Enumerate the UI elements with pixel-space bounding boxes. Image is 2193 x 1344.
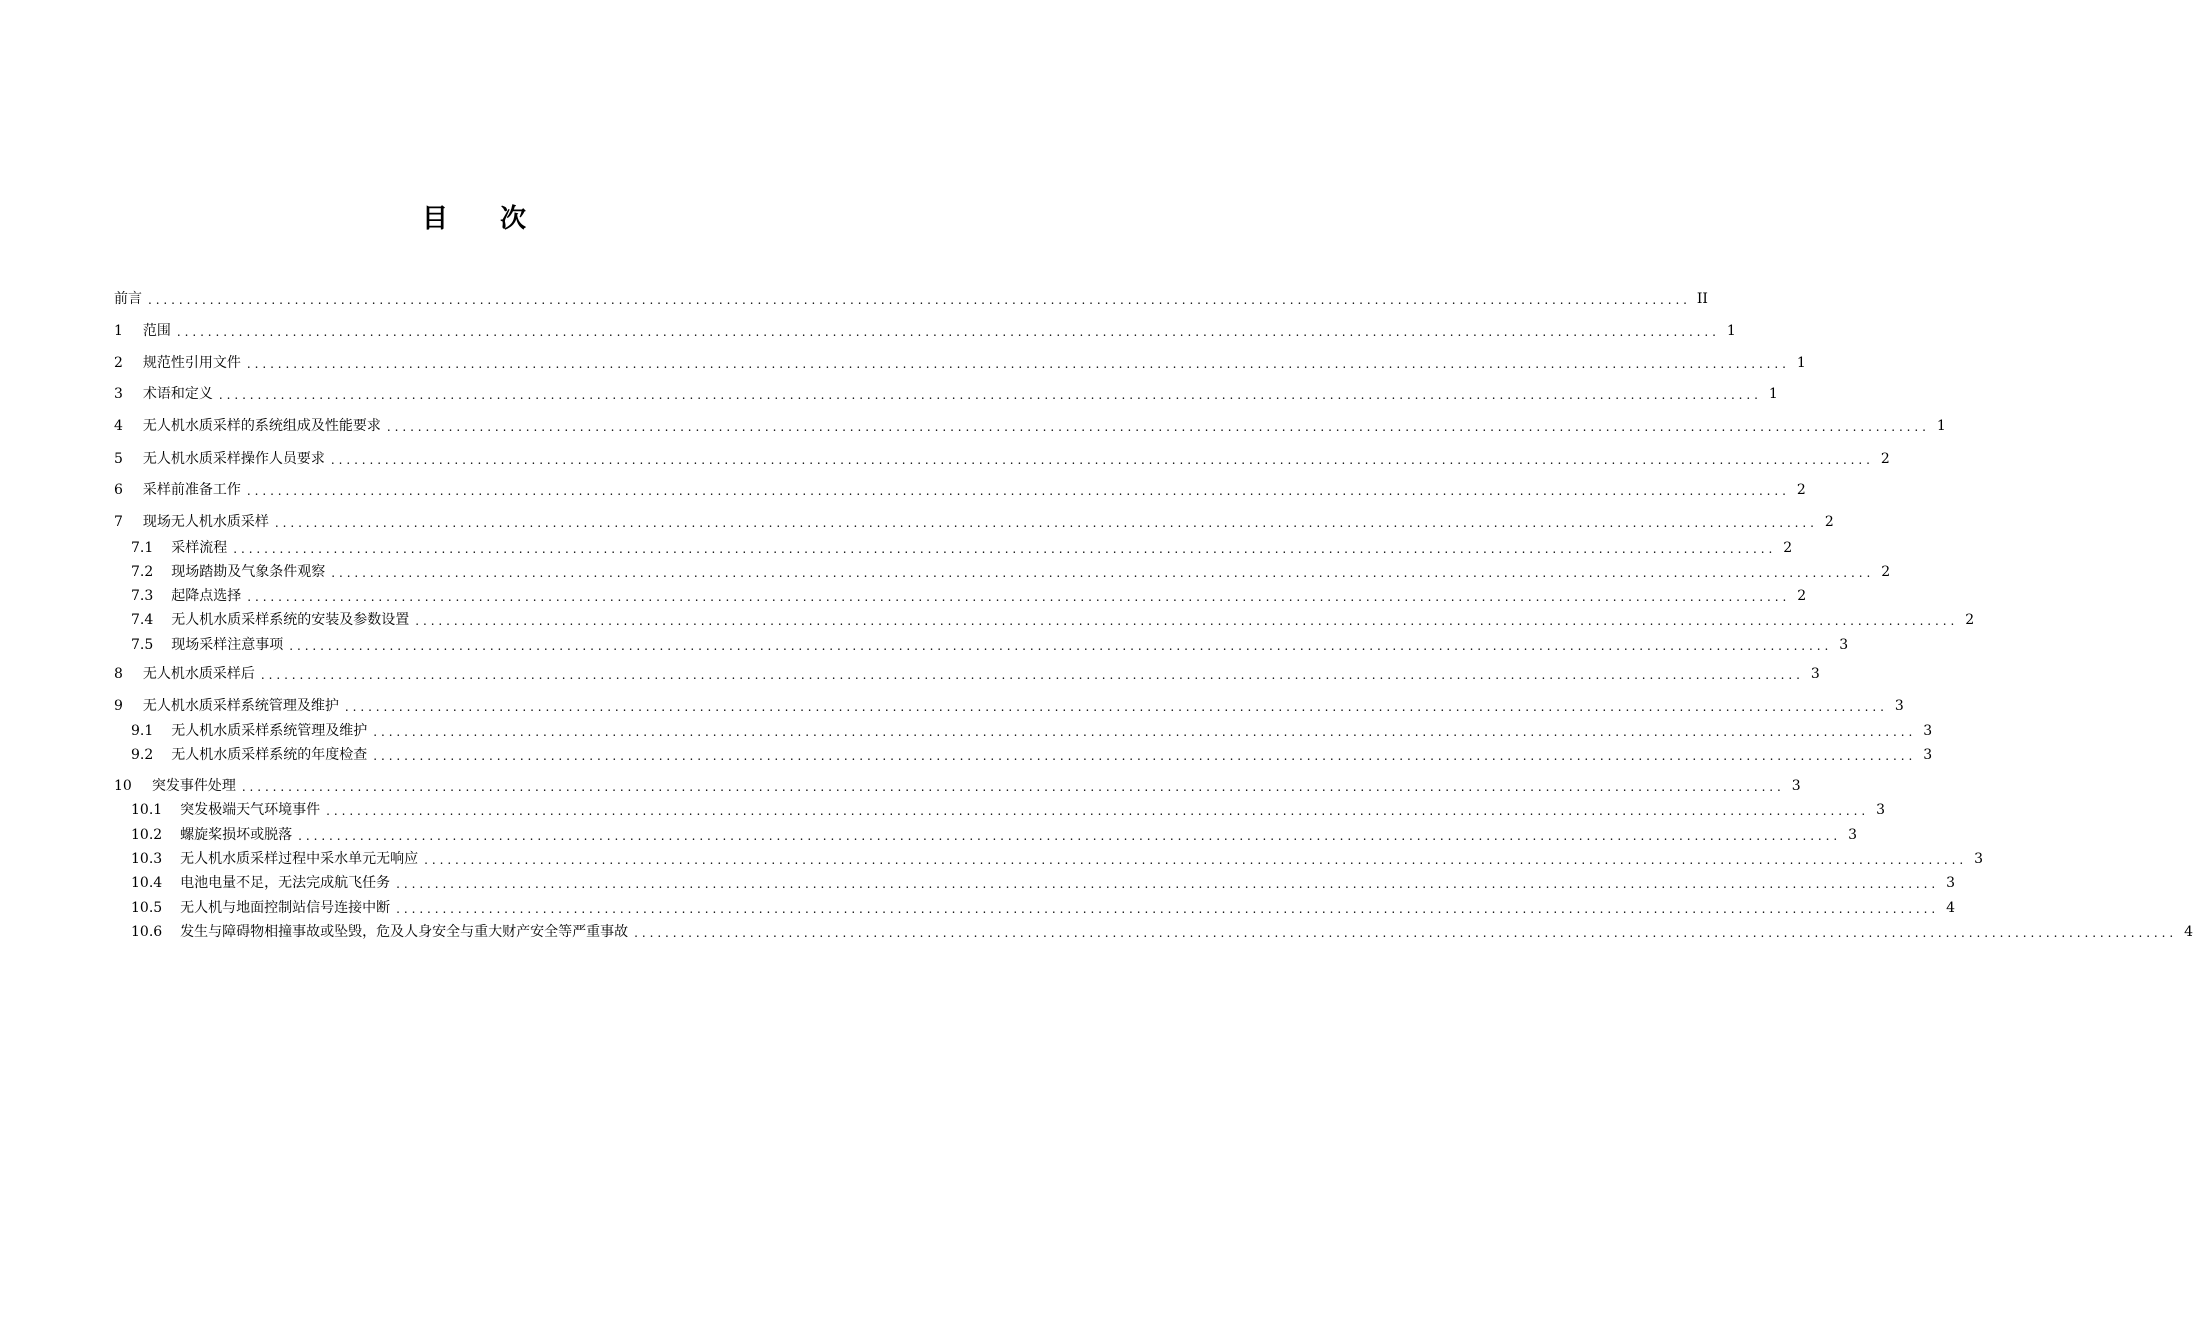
toc-leader-dots: ........................................................................................................................................................................................................	[246, 484, 1790, 498]
toc-entry-number: 6	[114, 482, 123, 498]
toc-leader-dots: ........................................................................................................................................................................................................	[326, 804, 1870, 818]
toc-entry-number: 9.2	[131, 747, 154, 763]
toc-entry-page: 1	[1936, 418, 1946, 434]
toc-entry-page: 3	[1791, 778, 1801, 794]
toc-leader-dots: ........................................................................................................................................................................................................	[298, 829, 1842, 843]
toc-entry-label: 现场采样注意事项	[171, 637, 284, 653]
toc-entry-label: 突发极端天气环境事件	[180, 802, 321, 818]
toc-entry-number: 7.1	[131, 540, 154, 556]
toc-entry-label: 无人机与地面控制站信号连接中断	[180, 900, 391, 916]
toc-entry-page: 1	[1796, 355, 1806, 371]
toc-entry-label: 规范性引用文件	[142, 355, 241, 371]
toc-entry-page: 3	[1848, 827, 1858, 843]
toc-entry-page: 4	[1946, 900, 1956, 916]
toc-entry-label: 范围	[142, 323, 171, 339]
toc-entry-number: 5	[114, 451, 123, 467]
toc-entry-page: 4	[2184, 924, 2193, 940]
toc-entry-label: 现场踏勘及气象条件观察	[171, 564, 326, 580]
toc-entry-number: 9	[114, 698, 123, 714]
toc-entry-page: 3	[1894, 698, 1904, 714]
toc-entry-page: 2	[1796, 482, 1806, 498]
toc-leader-dots: ........................................................................................................................................................................................................	[373, 725, 1917, 739]
toc-entry-page: 2	[1783, 540, 1793, 556]
toc-entry-label: 现场无人机水质采样	[142, 514, 269, 530]
toc-entry[interactable]	[114, 664, 1820, 684]
toc-leader-dots: ........................................................................................................................................................................................................	[233, 542, 1777, 556]
toc-leader-dots: ........................................................................................................................................................................................................	[176, 325, 1720, 339]
toc-entry-label: 起降点选择	[171, 588, 242, 604]
toc-leader-dots: ........................................................................................................................................................................................................	[274, 516, 1818, 530]
toc-entry-page: 3	[1923, 747, 1933, 763]
toc-entry[interactable]	[131, 586, 1807, 606]
toc-entry-page: 1	[1768, 386, 1778, 402]
toc-entry-page: 2	[1881, 564, 1891, 580]
toc-leader-dots: ........................................................................................................................................................................................................	[424, 853, 1968, 867]
toc-entry-number: 10	[114, 778, 132, 794]
toc-entry[interactable]	[114, 480, 1806, 500]
toc-entry[interactable]	[131, 610, 1975, 630]
toc-leader-dots: ........................................................................................................................................................................................................	[241, 780, 1785, 794]
toc-entry-label: 突发事件处理	[151, 778, 236, 794]
toc-entry-number: 4	[114, 418, 123, 434]
toc-entry-label: 无人机水质采样系统的安装及参数设置	[171, 612, 410, 628]
toc-leader-dots: ........................................................................................................................................................................................................	[331, 566, 1875, 580]
toc-entry[interactable]	[114, 416, 1946, 436]
toc-entry[interactable]	[131, 538, 1793, 558]
toc-leader-dots: ........................................................................................................................................................................................................	[260, 668, 1804, 682]
toc-entry-label: 无人机水质采样过程中采水单元无响应	[180, 851, 419, 867]
toc-entry[interactable]	[131, 721, 1933, 741]
toc-entry[interactable]	[131, 825, 1858, 845]
toc-entry-number: 3	[114, 386, 123, 402]
toc-leader-dots: ........................................................................................................................................................................................................	[386, 420, 1930, 434]
toc-entry-label: 前言	[114, 291, 142, 307]
toc-entry-number: 1	[114, 323, 123, 339]
toc-entry-number: 10.1	[131, 802, 163, 818]
toc-entry-label: 螺旋桨损坏或脱落	[180, 827, 293, 843]
toc-leader-dots: ........................................................................................................................................................................................................	[415, 614, 1959, 628]
toc-leader-dots: ........................................................................................................................................................................................................	[373, 749, 1917, 763]
toc-entry[interactable]	[114, 353, 1806, 373]
toc-entry-number: 9.1	[131, 723, 154, 739]
toc-entry-number: 10.2	[131, 827, 163, 843]
toc-entry-page: 2	[1965, 612, 1975, 628]
toc-entry-number: 10.6	[131, 924, 163, 940]
toc-entry-number: 7.5	[131, 637, 154, 653]
toc-entry-number: 10.5	[131, 900, 163, 916]
toc-entry-label: 采样流程	[171, 540, 228, 556]
toc-entry[interactable]	[114, 449, 1890, 469]
toc-leader-dots: ........................................................................................................................................................................................................	[396, 902, 1940, 916]
toc-leader-dots: ........................................................................................................................................................................................................	[246, 357, 1790, 371]
toc-entry-page: 1	[1726, 323, 1736, 339]
toc-entry-page: 2	[1880, 451, 1890, 467]
toc-entry-label: 无人机水质采样系统的年度检查	[171, 747, 368, 763]
toc-entry-label: 无人机水质采样系统管理及维护	[142, 698, 339, 714]
toc-entry[interactable]	[131, 873, 1956, 893]
toc-entry-label: 发生与障碍物相撞事故或坠毁，危及人身安全与重大财产安全等严重事故	[180, 924, 629, 940]
toc-entry-page: 3	[1923, 723, 1933, 739]
toc-entry-page: 3	[1839, 637, 1849, 653]
toc-entry-page: 3	[1974, 851, 1984, 867]
toc-entry[interactable]	[131, 635, 1849, 655]
toc-entry[interactable]	[131, 922, 2193, 942]
toc-leader-dots: ........................................................................................................................................................................................................	[330, 453, 1874, 467]
toc-leader-dots: ........................................................................................................................................................................................................	[148, 293, 1691, 307]
toc-entry[interactable]	[131, 800, 1886, 820]
toc-leader-dots: ........................................................................................................................................................................................................	[218, 388, 1762, 402]
toc-entry-number: 7.3	[131, 588, 154, 604]
toc-entry-label: 采样前准备工作	[142, 482, 241, 498]
page-title	[0, 198, 950, 235]
toc-entry[interactable]	[114, 512, 1834, 532]
toc-entry[interactable]	[114, 321, 1736, 341]
toc-entry[interactable]	[114, 289, 1708, 309]
toc-entry[interactable]	[131, 898, 1956, 918]
toc-entry-number: 7.4	[131, 612, 154, 628]
toc-entry-label: 无人机水质采样操作人员要求	[142, 451, 325, 467]
title-char-1: 目	[421, 204, 450, 234]
toc-entry-label: 无人机水质采样系统管理及维护	[171, 723, 368, 739]
toc-entry-number: 2	[114, 355, 123, 371]
toc-entry-number: 10.4	[131, 875, 163, 891]
toc-leader-dots: ........................................................................................................................................................................................................	[247, 590, 1791, 604]
toc-entry-number: 10.3	[131, 851, 163, 867]
toc-leader-dots: ........................................................................................................................................................................................................	[344, 700, 1888, 714]
toc-entry-page: 3	[1810, 666, 1820, 682]
toc-leader-dots: ........................................................................................................................................................................................................	[289, 639, 1833, 653]
toc-leader-dots: ........................................................................................................................................................................................................	[634, 926, 2178, 940]
toc-entry-number: 7	[114, 514, 123, 530]
toc-leader-dots: ........................................................................................................................................................................................................	[396, 877, 1940, 891]
toc-entry-label: 无人机水质采样的系统组成及性能要求	[142, 418, 381, 434]
toc-entry-page: 2	[1824, 514, 1834, 530]
title-char-2: 次	[500, 204, 529, 234]
toc-entry-number: 7.2	[131, 564, 154, 580]
toc-entry-page: 3	[1946, 875, 1956, 891]
toc-entry[interactable]	[114, 776, 1801, 796]
toc-entry[interactable]	[114, 384, 1778, 404]
toc-entry[interactable]	[131, 745, 1933, 765]
toc-entry[interactable]	[114, 696, 1904, 716]
toc-entry[interactable]	[131, 562, 1891, 582]
toc-entry[interactable]	[131, 849, 1984, 869]
toc-entry-page: 2	[1797, 588, 1807, 604]
toc-entry-label: 术语和定义	[142, 386, 213, 402]
toc-entry-page: II	[1696, 291, 1708, 307]
toc-entry-page: 3	[1876, 802, 1886, 818]
toc-entry-number: 8	[114, 666, 123, 682]
toc-entry-label: 电池电量不足，无法完成航飞任务	[180, 875, 391, 891]
toc-entry-label: 无人机水质采样后	[142, 666, 255, 682]
